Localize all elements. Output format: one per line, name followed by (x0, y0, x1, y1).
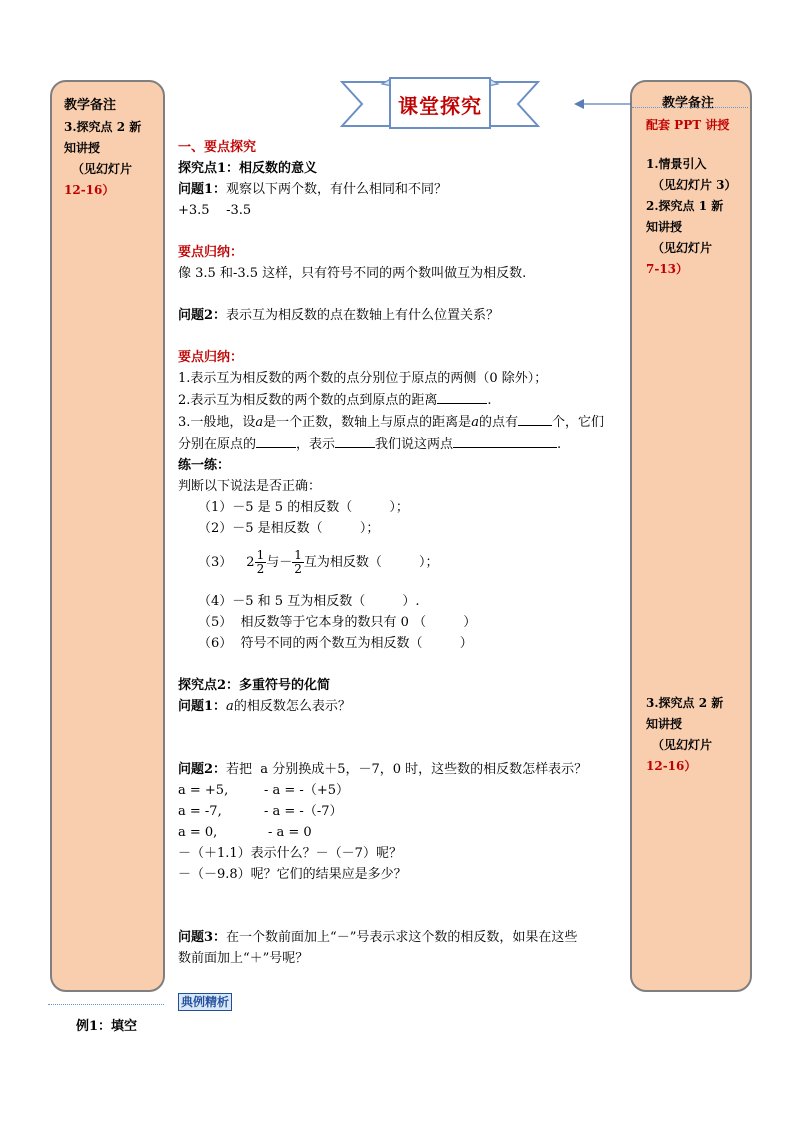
eq-row-3: a = 0, - a = 0 (178, 825, 312, 840)
right-note2-line-1: 2.探究点 1 新 (646, 199, 724, 213)
right-note3-line-2: 知讲授 (646, 717, 683, 731)
point2-title: 探究点2：多重符号的化简 (178, 678, 331, 693)
left-notes-title: 教学备注 (64, 98, 117, 113)
ppt-label: 配套 PPT 讲授 (646, 118, 730, 132)
typical-examples-label: 典例精析 (178, 993, 232, 1011)
eq-row-2: a = -7, - a = -（-7） (178, 804, 343, 819)
practice-item-6: （6） 符号不同的两个数互为相反数（ ） (198, 636, 473, 651)
right-note3-line-4: 12-16） (646, 759, 697, 773)
practice-item-4: （4）－5 和 5 互为相反数（ ）. (198, 594, 420, 609)
answer-blank[interactable] (335, 433, 375, 448)
main-content (178, 137, 628, 969)
p2-question3-cont: 数前面加上“＋”号呢？ (178, 951, 309, 966)
p2-question1: 问题1：a的相反数怎么表示？ (178, 699, 351, 714)
arrow-left-icon (574, 97, 634, 111)
banner-title: 课堂探究 (398, 94, 482, 118)
right-note1-line-2: （见幻灯片 3） (652, 178, 737, 192)
example1-label: 例1：填空 (76, 1019, 138, 1034)
summary2-line2: 2.表示互为相反数的两个数的点到原点的距离 . (178, 389, 628, 411)
summary2-line3: 3.一般地，设a是一个正数，数轴上与原点的距离是a的点有 个，它们 (178, 411, 628, 433)
summary2-line4: 分别在原点的 ，表示 我们说这两点 . (178, 433, 628, 455)
right-note2-line-2: 知讲授 (646, 220, 683, 234)
answer-blank[interactable] (453, 433, 557, 448)
right-note3-line-3: （见幻灯片 (652, 738, 713, 752)
summary1-text: 像 3.5 和-3.5 这样，只有符号不同的两个数叫做互为相反数. (178, 266, 527, 281)
question1: 问题1：观察以下两个数，有什么相同和不同？ (178, 182, 448, 197)
question1-values: +3.5 -3.5 (178, 203, 252, 218)
p2-line1: －（＋1.1）表示什么？－（－7）呢？ (178, 846, 402, 861)
practice-title: 练一练： (178, 458, 231, 473)
summary1-title: 要点归纳： (178, 245, 244, 260)
practice-item-2: （2）－5 是相反数（ ）； (198, 521, 380, 536)
left-note-line-2: 知讲授 (64, 141, 101, 155)
eq-row-1: a = +5, - a = -（+5） (178, 783, 349, 798)
right-notes-title: 教学备注 (662, 96, 715, 111)
right-note2-line-4: 7-13） (646, 262, 689, 276)
practice-item-5: （5） 相反数等于它本身的数只有 0 （ ） (198, 615, 477, 630)
answer-blank[interactable] (518, 411, 552, 426)
point1-title: 探究点1：相反数的意义 (178, 161, 318, 176)
p2-question3: 问题3：在一个数前面加上“－”号表示求这个数的相反数，如果在这些 (178, 930, 578, 945)
left-notes-panel (50, 80, 165, 992)
section-banner (340, 76, 540, 140)
left-note-line-3: （见幻灯片 (72, 162, 133, 176)
summary2-title: 要点归纳： (178, 350, 244, 365)
right-notes-panel (630, 80, 752, 992)
left-note-line-1: 3.探究点 2 新 (64, 120, 142, 134)
p2-line2: －（－9.8）呢？它们的结果应是多少？ (178, 867, 407, 882)
right-note2-line-3: （见幻灯片 (652, 241, 713, 255)
practice-item-1: （1）－5 是 5 的相反数（ ）； (198, 500, 409, 515)
section1-title: 一、要点探究 (178, 140, 257, 155)
practice-item-3: （3） 2 $\frac{1}{2}$ 与－ $\frac{1}{2}$ 互为相反数（ ）； (198, 547, 439, 576)
right-note3-line-1: 3.探究点 2 新 (646, 696, 724, 710)
question2: 问题2：表示互为相反数的点在数轴上有什么位置关系？ (178, 308, 500, 323)
right-note1-line-1: 1.情景引入 (646, 157, 707, 171)
practice-intro: 判断以下说法是否正确： (178, 479, 322, 494)
right-divider (632, 107, 748, 108)
summary2-line1: 1.表示互为相反数的两个数的点分别位于原点的两侧（0 除外）； (178, 371, 548, 386)
answer-blank[interactable] (437, 389, 487, 404)
answer-blank[interactable] (256, 433, 296, 448)
p2-question2: 问题2：若把 a 分别换成＋5，－7，0 时，这些数的相反数怎样表示？ (178, 762, 588, 777)
left-divider (48, 1004, 164, 1005)
left-note-line-4: 12-16） (64, 183, 115, 197)
